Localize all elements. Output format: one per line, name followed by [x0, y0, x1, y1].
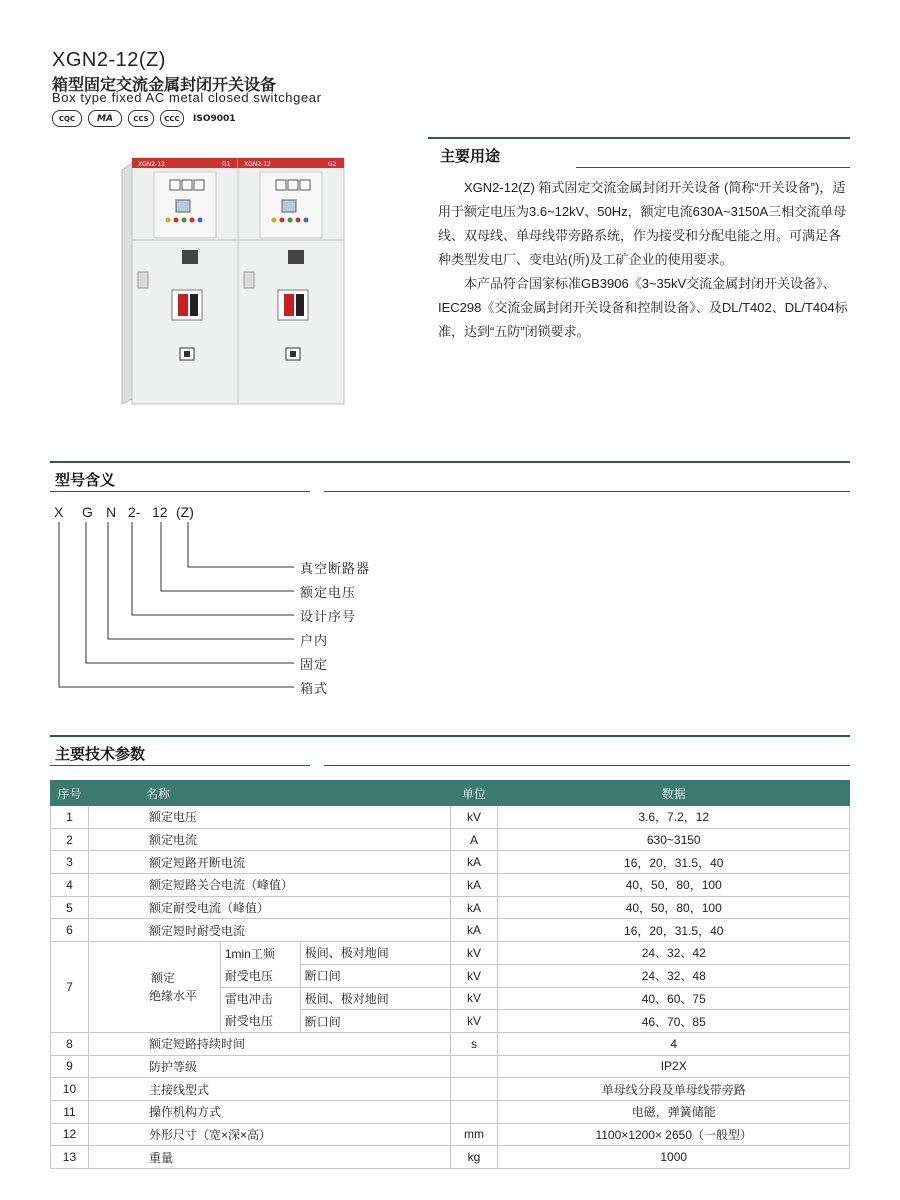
row-unit: kA	[450, 874, 498, 897]
table-row	[51, 828, 850, 851]
row-no: 13	[51, 1146, 89, 1169]
row-value: 40，50，80，100	[498, 874, 850, 897]
row-name: 额定短路关合电流（峰值）	[88, 874, 450, 897]
panel-code: G2	[328, 161, 337, 168]
row-value: IP2X	[498, 1055, 850, 1078]
row-unit	[450, 1055, 498, 1078]
row-value: 3.6，7.2，12	[498, 806, 850, 829]
row-value: 单母线分段及单母线带旁路	[498, 1078, 850, 1101]
row-unit: kg	[450, 1146, 498, 1169]
code-letter: G	[82, 504, 93, 520]
row-value: 24、32、42	[498, 942, 850, 965]
header-no: 序号	[51, 781, 89, 806]
table-row	[51, 1055, 850, 1078]
ccs-logo: CCS	[128, 110, 154, 127]
usage-heading: 主要用途	[440, 147, 501, 165]
product-name-en: Box type fixed AC metal closed switchgear	[52, 90, 322, 105]
code-letter: 2-	[128, 504, 141, 520]
model-code-connector-lines	[0, 520, 300, 700]
row-name: 额定短时耐受电流	[88, 919, 450, 942]
row-no: 1	[51, 806, 89, 829]
table-row	[51, 1123, 850, 1146]
section-rule	[50, 461, 850, 463]
table-row	[51, 806, 850, 829]
row-value: 电磁，弹簧储能	[498, 1100, 850, 1123]
row-value: 24、32、48	[498, 964, 850, 987]
code-label: 固定	[300, 658, 329, 673]
specs-heading: 主要技术参数	[55, 745, 146, 763]
model-meaning-heading: 型号含义	[55, 471, 116, 489]
table-row	[51, 1078, 850, 1101]
row-name: 主接线型式	[88, 1078, 450, 1101]
insulation-sub: 极间、极对地间	[300, 942, 450, 965]
row-value: 630~3150	[498, 828, 850, 851]
section-rule	[576, 167, 850, 168]
insulation-sub: 极间、极对地间	[300, 987, 450, 1010]
table-row	[51, 874, 850, 897]
insulation-sub: 断口间	[300, 964, 450, 987]
code-letter: N	[106, 504, 117, 520]
table-row	[51, 942, 850, 965]
table-row	[51, 1100, 850, 1123]
ccc-logo: CCC	[160, 110, 184, 127]
table-row	[51, 851, 850, 874]
row-unit: kA	[450, 896, 498, 919]
code-letter: (Z)	[176, 504, 194, 520]
row-value: 46、70、85	[498, 1010, 850, 1033]
section-rule	[50, 765, 310, 766]
insulation-group-label: 耐受电压	[220, 1010, 300, 1033]
code-letter: X	[54, 504, 64, 520]
cma-logo: MA	[88, 110, 122, 127]
usage-paragraph: 本产品符合国家标准GB3906《3~35kV交流金属封闭开关设备》、IEC298《交流金属封闭开关设备和控制设备》、及DL/T402、DL/T404标准，达到“五防”闭锁要求。	[438, 276, 848, 339]
insulation-group-label: 雷电冲击	[220, 987, 300, 1010]
row-no: 12	[51, 1123, 89, 1146]
row-unit: kV	[450, 987, 498, 1010]
insulation-name-line: 额定	[150, 971, 175, 985]
insulation-name-line: 绝缘水平	[148, 989, 197, 1003]
row-no: 9	[51, 1055, 89, 1078]
section-rule	[324, 765, 850, 766]
table-row	[51, 919, 850, 942]
insulation-name	[88, 942, 220, 1033]
row-name: 防护等级	[88, 1055, 450, 1078]
switchgear-photo	[118, 152, 350, 410]
row-no: 3	[51, 851, 89, 874]
section-rule	[50, 735, 850, 737]
row-value: 40、60、75	[498, 987, 850, 1010]
table-row	[51, 896, 850, 919]
row-name: 外形尺寸（宽×深×高）	[88, 1123, 450, 1146]
code-label: 真空断路器	[300, 562, 371, 577]
row-no: 10	[51, 1078, 89, 1101]
row-value: 40，50，80，100	[498, 896, 850, 919]
row-name: 额定耐受电流（峰值）	[88, 896, 450, 919]
row-unit: kA	[450, 919, 498, 942]
certification-logos	[52, 110, 239, 127]
table-row	[51, 1146, 850, 1169]
panel-label: XGN2-12	[244, 161, 271, 168]
code-label: 设计序号	[300, 610, 357, 625]
row-unit: kV	[450, 942, 498, 965]
row-name: 额定短路开断电流	[88, 851, 450, 874]
row-no: 7	[51, 942, 89, 1033]
row-name: 额定电压	[88, 806, 450, 829]
row-unit: kV	[450, 964, 498, 987]
row-no: 8	[51, 1032, 89, 1055]
row-unit: kV	[450, 806, 498, 829]
header-unit: 单位	[450, 781, 498, 806]
row-unit	[450, 1100, 498, 1123]
code-label: 户内	[300, 634, 329, 649]
row-unit: kA	[450, 851, 498, 874]
row-value: 16，20，31.5，40	[498, 919, 850, 942]
usage-text	[438, 176, 850, 344]
row-unit: A	[450, 828, 498, 851]
row-no: 11	[51, 1100, 89, 1123]
row-unit: s	[450, 1032, 498, 1055]
row-no: 4	[51, 874, 89, 897]
spec-table	[50, 780, 850, 1169]
insulation-group-label: 耐受电压	[220, 964, 300, 987]
code-label: 箱式	[300, 682, 329, 697]
insulation-group-label: 1min工频	[220, 942, 300, 965]
row-no: 5	[51, 896, 89, 919]
row-name: 重量	[88, 1146, 450, 1169]
row-value: 16，20，31.5，40	[498, 851, 850, 874]
row-unit: kV	[450, 1010, 498, 1033]
section-rule	[50, 491, 310, 492]
row-no: 6	[51, 919, 89, 942]
section-rule	[428, 137, 850, 139]
panel-label: XGN2-12	[138, 161, 165, 168]
table-header-row	[51, 781, 850, 806]
row-unit	[450, 1078, 498, 1101]
row-name: 额定电流	[88, 828, 450, 851]
insulation-sub: 断口间	[300, 1010, 450, 1033]
row-value: 4	[498, 1032, 850, 1055]
code-label: 额定电压	[300, 586, 357, 601]
row-unit: mm	[450, 1123, 498, 1146]
panel-code: G1	[222, 161, 231, 168]
header-value: 数据	[498, 781, 850, 806]
code-letter: 12	[152, 504, 168, 520]
header-name: 名称	[88, 781, 450, 806]
row-value: 1100×1200× 2650（一般型）	[498, 1123, 850, 1146]
row-no: 2	[51, 828, 89, 851]
iso-logo: ISO9001	[193, 113, 236, 124]
row-name: 额定短路持续时间	[88, 1032, 450, 1055]
product-model: XGN2-12(Z)	[52, 49, 166, 71]
product-name-cn: 箱型固定交流金属封闭开关设备	[52, 75, 277, 94]
table-row	[51, 1032, 850, 1055]
cqc-logo: CQC	[52, 110, 82, 127]
section-rule	[324, 491, 850, 492]
row-name: 操作机构方式	[88, 1100, 450, 1123]
row-value: 1000	[498, 1146, 850, 1169]
usage-paragraph: XGN2-12(Z) 箱式固定交流金属封闭开关设备 (简称“开关设备”)，适用于额定电压为3.6~12kV、50Hz，额定电流630A~3150A三相交流单母线、双母线、单母线带旁路系统，作为接受和分配电能之用。可满足各种类型发电厂、变电站(所)及工矿企业的使用要求。	[438, 180, 847, 267]
